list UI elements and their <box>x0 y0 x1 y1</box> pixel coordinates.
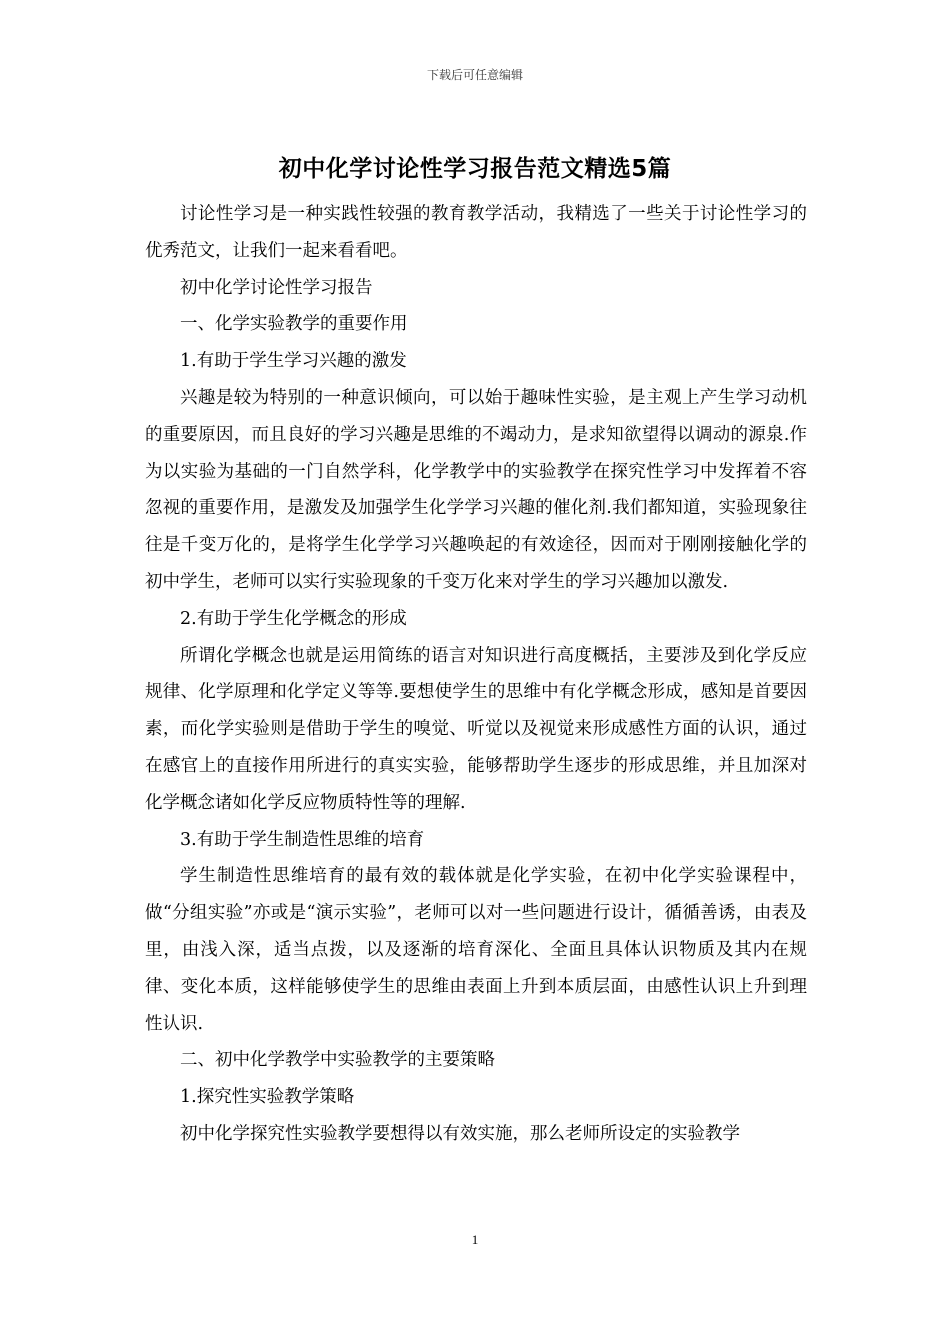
body-paragraph: 初中化学探究性实验教学要想得以有效实施，那么老师所设定的实验教学 <box>180 1123 740 1144</box>
body-paragraph: 学生制造性思维培育的最有效的载体就是化学实验，在初中化学实验课程中，做“分组实验”亦或是“演示实验”，老师可以对一些问题进行设计，循循善诱，由表及里，由浅入深，适当点拨，以及逐渐的培育深化、全面且具体认识物质及其内在规律、变化本质，这样能够使学生的思维由表面上升到本质层面，由感性认识上升到理性认识. <box>145 866 807 1034</box>
intro-paragraph: 讨论性学习是一种实践性较强的教育教学活动，我精选了一些关于讨论性学习的优秀范文，让我们一起来看看吧。 <box>145 204 807 261</box>
page-number: 1 <box>471 1232 479 1247</box>
report-subtitle: 初中化学讨论性学习报告 <box>180 277 373 298</box>
document-body <box>145 196 807 1153</box>
body-paragraph: 所谓化学概念也就是运用简练的语言对知识进行高度概括，主要涉及到化学反应规律、化学原理和化学定义等等.要想使学生的思维中有化学概念形成，感知是首要因素，而化学实验则是借助于学生的嗅觉、听觉以及视觉来形成感性方面的认识，通过在感官上的直接作用所进行的真实实验，能够帮助学生逐步的形成思维，并且加深对化学概念诸如化学反应物质特性等的理解. <box>145 645 807 813</box>
page-header-note: 下载后可任意编辑 <box>426 68 523 82</box>
section-heading-2: 二、初中化学教学中实验教学的主要策略 <box>180 1050 495 1071</box>
subheading-2-1: 1.探究性实验教学策略 <box>180 1087 355 1108</box>
subheading-1-2: 2.有助于学生化学概念的形成 <box>180 608 407 629</box>
section-heading-1: 一、化学实验教学的重要作用 <box>180 314 408 335</box>
subheading-1-3: 3.有助于学生制造性思维的培育 <box>180 829 425 850</box>
document-title: 初中化学讨论性学习报告范文精选5篇 <box>278 156 672 182</box>
subheading-1-1: 1.有助于学生学习兴趣的激发 <box>180 351 407 372</box>
body-paragraph: 兴趣是较为特别的一种意识倾向，可以始于趣味性实验，是主观上产生学习动机的重要原因，而且良好的学习兴趣是思维的不竭动力，是求知欲望得以调动的源泉.作为以实验为基础的一门自然学科，化学教学中的实验教学在探究性学习中发挥着不容忽视的重要作用，是激发及加强学生化学学习兴趣的催化剂.我们都知道，实验现象往往是千变万化的，是将学生化学学习兴趣唤起的有效途径，因而对于刚刚接触化学的初中学生，老师可以实行实验现象的千变万化来对学生的学习兴趣加以激发. <box>145 387 807 592</box>
